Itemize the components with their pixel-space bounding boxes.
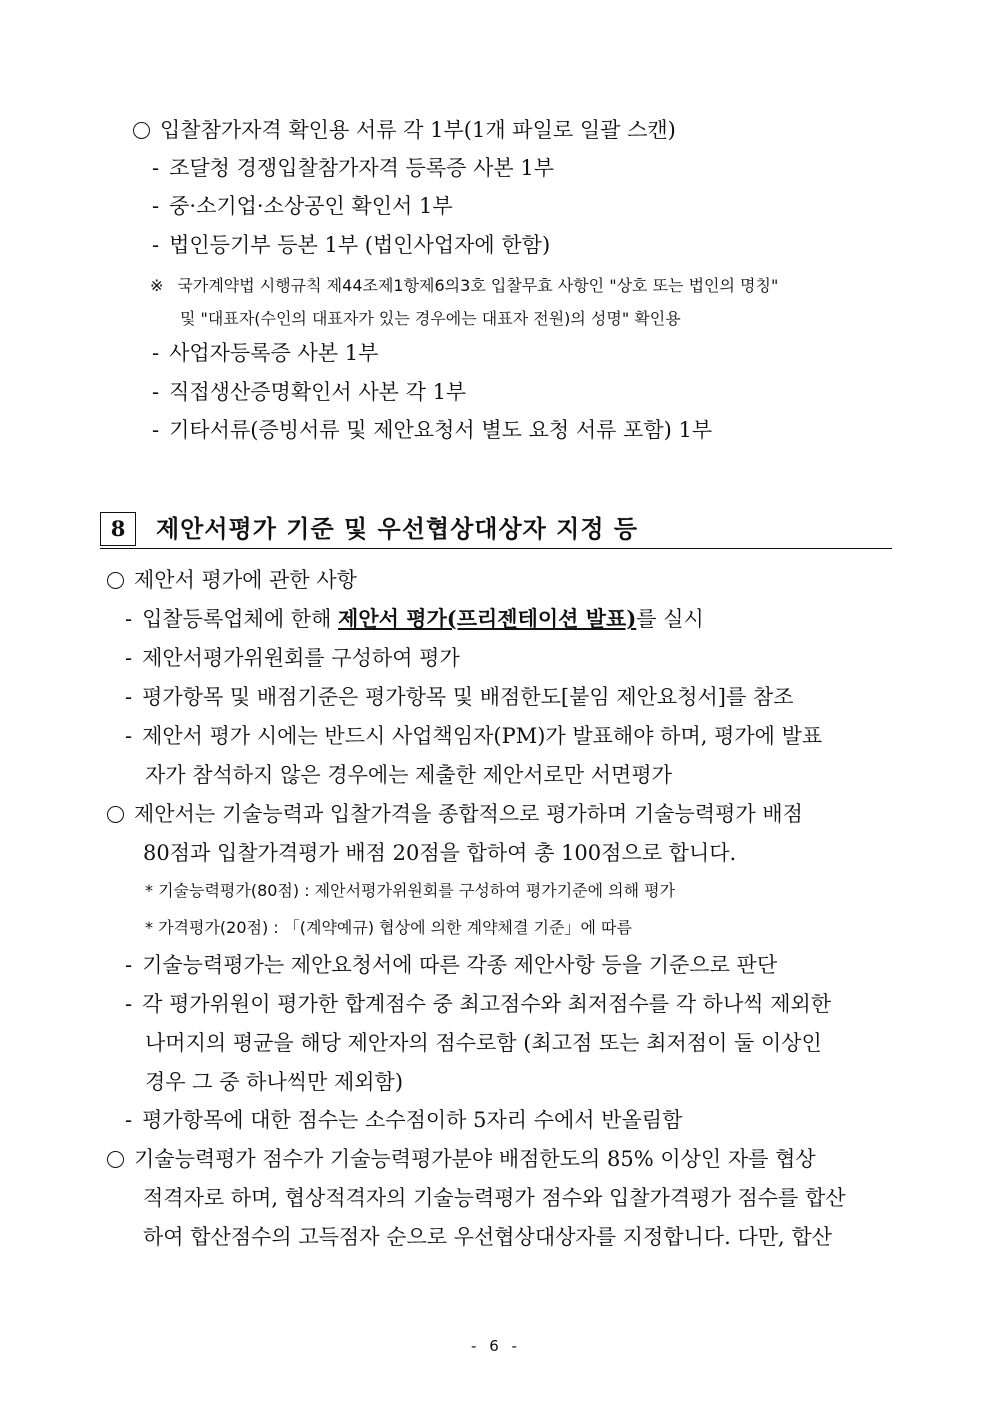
list-item: - 직접생산증명확인서 사본 각 1부 [152, 380, 467, 404]
evaluation-heading: 제안서 평가에 관한 사항 [107, 566, 357, 594]
score-note: * 기술능력평가(80점) : 제안서평가위원회를 구성하여 평가기준에 의해 평가 [145, 881, 676, 900]
score-note: * 가격평가(20점) : 「(계약예규) 협상에 의한 계약체결 기준」에 따름 [145, 918, 632, 937]
list-item: - 법인등기부 등본 1부 (법인사업자에 한함) [152, 233, 551, 257]
list-item: - 제안서 평가 시에는 반드시 사업책임자(PM)가 발표해야 하며, 평가에 발표 [125, 724, 823, 748]
circle-bullet-icon [107, 1151, 124, 1168]
final-paragraph: 기술능력평가 점수가 기술능력평가분야 배점한도의 85% 이상인 자를 협상 [107, 1145, 816, 1173]
list-item: - 평가항목에 대한 점수는 소수점이하 5자리 수에서 반올림함 [125, 1108, 683, 1132]
list-item: - 사업자등록증 사본 1부 [152, 341, 379, 365]
paragraph-continuation: 적격자로 하며, 협상적격자의 기술능력평가 점수와 입찰가격평가 점수를 합산 [143, 1186, 846, 1210]
qualification-heading: 입찰참가자격 확인용 서류 각 1부(1개 파일로 일괄 스캔) [133, 116, 676, 144]
paragraph-continuation: 하여 합산점수의 고득점자 순으로 우선협상대상자를 지정합니다. 다만, 합산 [143, 1225, 832, 1249]
circle-bullet-icon [107, 572, 124, 589]
section-heading [100, 512, 892, 549]
paragraph-continuation: 80점과 입찰가격평가 배점 20점을 합하여 총 100점으로 합니다. [143, 841, 737, 865]
section-number: 8 [100, 512, 136, 546]
list-item-continuation: 자가 참석하지 않은 경우에는 제출한 제안서로만 서면평가 [145, 763, 672, 787]
list-item: - 평가항목 및 배점기준은 평가항목 및 배점한도[붙임 제안요청서]를 참조 [125, 685, 794, 709]
list-item: - 각 평가위원이 평가한 합계점수 중 최고점수와 최저점수를 각 하나씩 제외한 [125, 992, 832, 1016]
list-item: - 기술능력평가는 제안요청서에 따른 각종 제안사항 등을 기준으로 판단 [125, 953, 778, 977]
note-line: 및 "대표자(수인의 대표자가 있는 경우에는 대표자 전원)의 성명" 확인용 [180, 309, 681, 328]
list-item: - 입찰등록업체에 한해 제안서 평가(프리젠테이션 발표)를 실시 [125, 606, 704, 631]
list-item: - 조달청 경쟁입찰참가자격 등록증 사본 1부 [152, 156, 555, 180]
scoring-paragraph: 제안서는 기술능력과 입찰가격을 종합적으로 평가하며 기술능력평가 배점 [107, 800, 803, 828]
list-item: - 중·소기업·소상공인 확인서 1부 [152, 194, 453, 218]
circle-bullet-icon [107, 806, 124, 823]
circle-bullet-icon [133, 122, 150, 139]
list-item-continuation: 경우 그 중 하나씩만 제외함) [145, 1070, 404, 1094]
list-item: - 제안서평가위원회를 구성하여 평가 [125, 646, 460, 670]
note-line: ※ 국가계약법 시행규칙 제44조제1항제6의3호 입찰무효 사항인 "상호 또는 법인의 명칭" [150, 276, 779, 295]
section-title: 제안서평가 기준 및 우선협상대상자 지정 등 [156, 514, 639, 543]
list-item-continuation: 나머지의 평균을 해당 제안자의 점수로함 (최고점 또는 최저점이 둘 이상인 [145, 1031, 822, 1055]
emphasized-text: 제안서 평가(프리젠테이션 발표) [338, 606, 637, 631]
page-number: - 6 - [471, 1337, 521, 1355]
list-item: - 기타서류(증빙서류 및 제안요청서 별도 요청 서류 포함) 1부 [152, 418, 713, 442]
